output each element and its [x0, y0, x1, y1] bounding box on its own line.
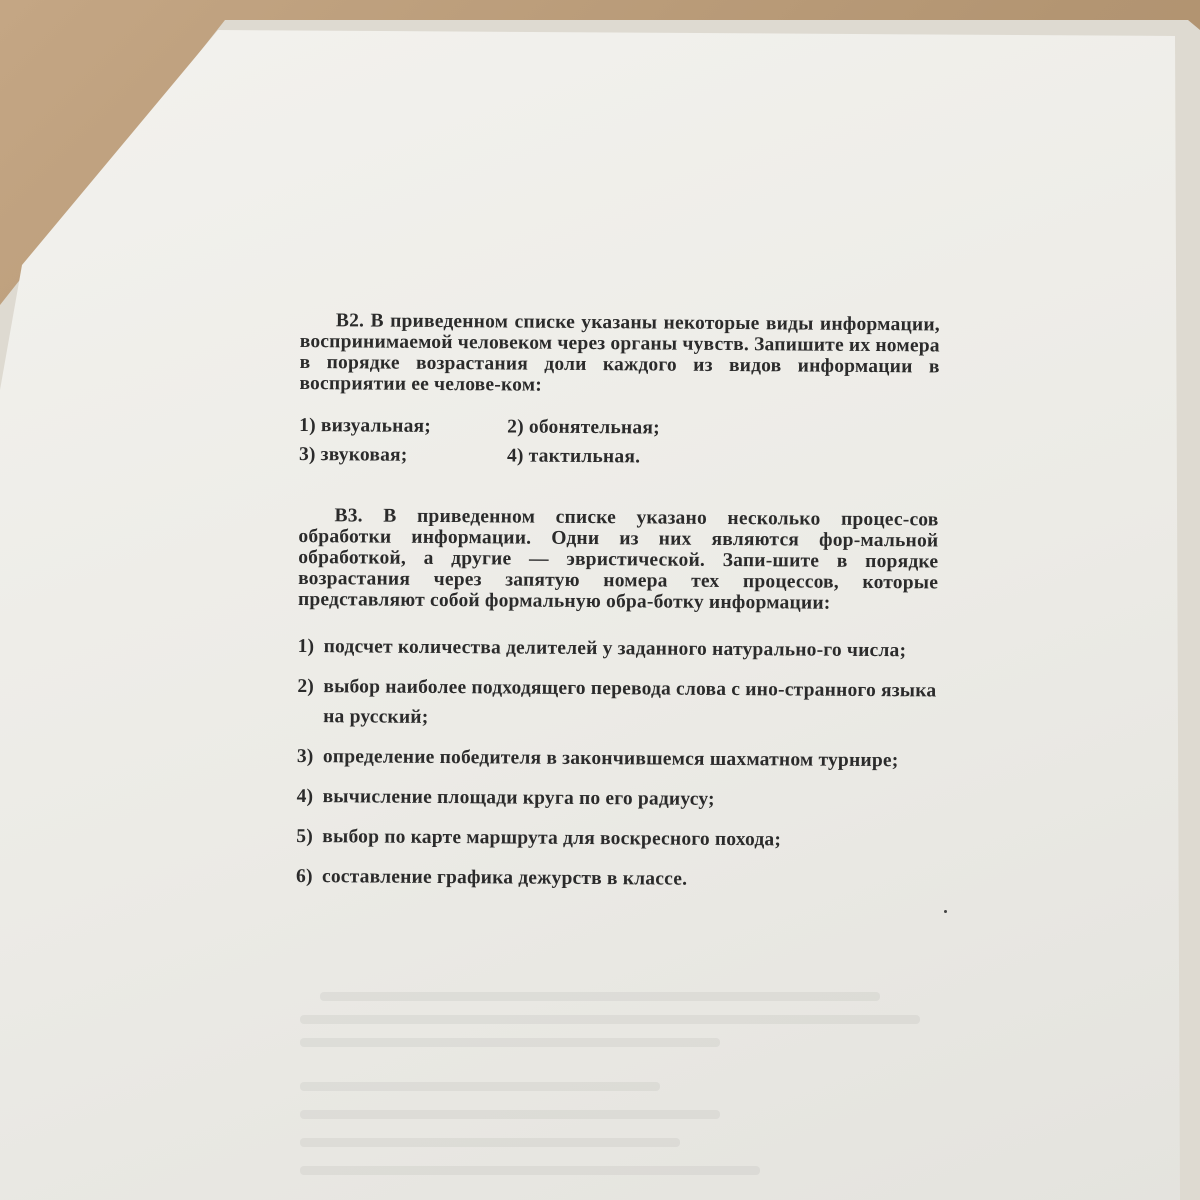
task-b2-option: 1) визуальная;: [299, 414, 432, 437]
list-item-text: определение победителя в закончившемся шахматном турнире;: [322, 746, 899, 772]
list-item-text: составление графика дежурств в классе.: [321, 866, 688, 890]
list-item-number: 3): [296, 745, 314, 768]
task-b3-list: [296, 632, 938, 896]
list-item-number: 6): [295, 865, 313, 888]
list-item: [298, 632, 938, 666]
task-b2-paragraph: [299, 310, 940, 398]
task-b3-id: B3.: [334, 505, 363, 527]
list-item-text: выбор наиболее подходящего перевода слова с ино-странного языка на русский;: [323, 676, 937, 728]
list-item-number: 1): [297, 635, 315, 658]
list-item: [296, 822, 936, 856]
list-item: [297, 672, 937, 736]
ink-dot: [944, 910, 947, 913]
task-b3-text: В приведенном списке указано несколько процес-сов обработки информации. Одни из них являются фор-мальной обработкой, а другие — эвристической. Запи-шите в порядке возрастания через запятую номера тех процессов, которые представляют собой формальную обра-ботку информации:: [297, 505, 939, 614]
list-item-number: 2): [297, 675, 315, 698]
list-item-text: подсчет количества делителей у заданного натурально-го числа;: [323, 636, 907, 662]
task-b2-option: 2) обонятельная;: [507, 416, 660, 439]
task-b2-text: В приведенном списке указаны некоторые виды информации, воспринимаемой человеком через органы чувств. Запишите их номера в порядке возрастания доли каждого из видов информации в восприятии ее челове-ком:: [299, 310, 940, 396]
list-item: [296, 782, 936, 816]
list-item-text: выбор по карте маршрута для воскресного похода;: [322, 826, 782, 851]
task-b2-option: 4) тактильная.: [506, 445, 641, 468]
list-item-text: вычисление площади круга по его радиусу;: [322, 786, 715, 810]
task-b2-id: B2.: [335, 310, 365, 332]
list-item: [296, 862, 936, 896]
task-b3-paragraph: [298, 505, 939, 614]
task-b2-options: [299, 415, 939, 469]
list-item-number: 4): [296, 785, 314, 808]
document-text: [296, 310, 940, 906]
list-item: [297, 742, 937, 776]
task-b2-option: 3) звуковая;: [298, 443, 408, 466]
list-item-number: 5): [296, 825, 314, 848]
